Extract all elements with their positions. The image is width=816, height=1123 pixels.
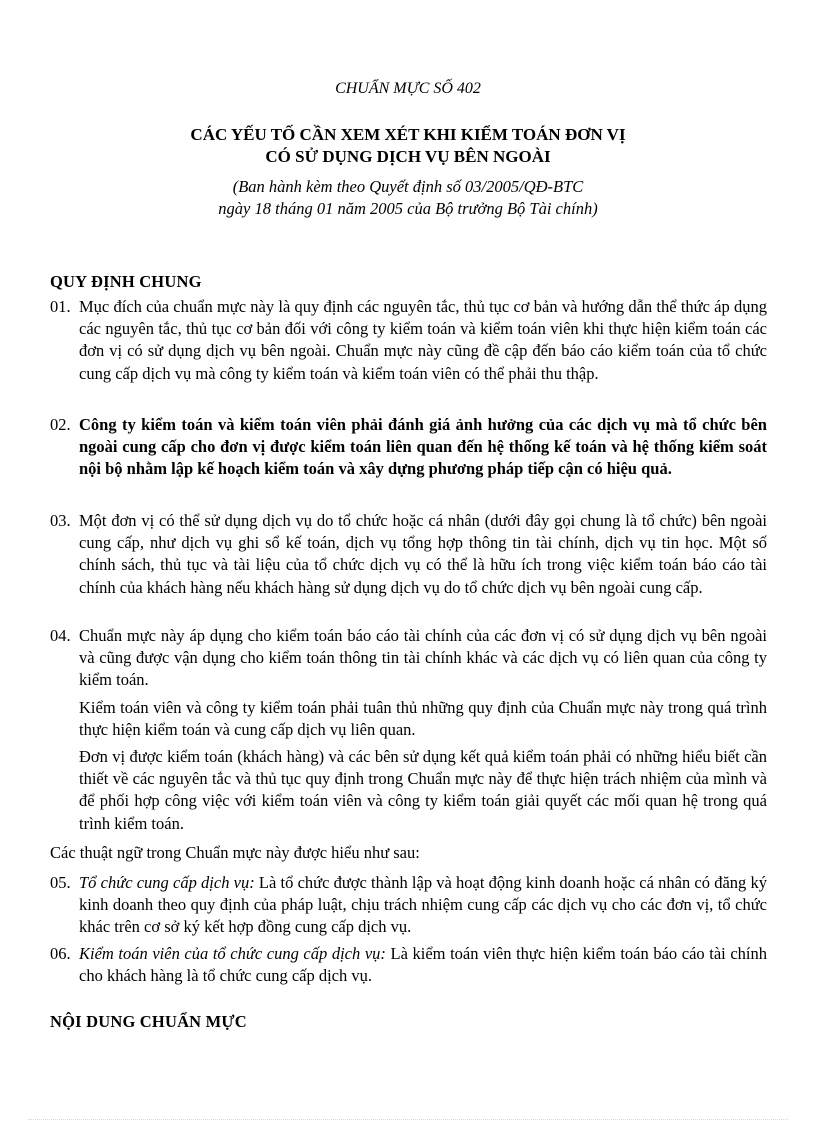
paragraph-text: [50, 943, 767, 987]
standard-number: CHUẨN MỰC SỐ 402: [335, 80, 481, 97]
document-subtitle: [0, 176, 816, 220]
paragraph-03: [50, 510, 767, 599]
paragraph-text: Đơn vị được kiểm toán (khách hàng) và các bên sử dụng kết quả kiểm toán phải có những hiểu biết cần thiết về các nguyên tắc và thủ tục quy định trong Chuẩn mực này để thực hiện trách nhiệm của mình và để phối hợp công việc với kiểm toán viên và công ty kiểm toán giải quyết các mối quan hệ trong quá trình kiểm toán.: [79, 747, 767, 833]
paragraph-06: [50, 943, 767, 987]
paragraph-text: Một đơn vị có thể sử dụng dịch vụ do tổ chức hoặc cá nhân (dưới đây gọi chung là tổ chức) bên ngoài cung cấp, như dịch vụ ghi sổ kế toán, dịch vụ tổng hợp thông tin tài chính, dịch vụ tin học. Một số chính sách, thủ tục và tài liệu của tổ chức dịch vụ có thể là hữu ích trong việc kiểm toán báo cáo tài chính của khách hàng nếu khách hàng sử dụng dịch vụ do tổ chức dịch vụ bên ngoài cung cấp.: [79, 511, 767, 597]
section-heading-general: QUY ĐỊNH CHUNG: [50, 272, 202, 291]
paragraph-02: [50, 414, 767, 481]
subtitle-line-2: ngày 18 tháng 01 năm 2005 của Bộ trưởng Bộ Tài chính): [218, 199, 598, 218]
paragraph-number: 01.: [50, 297, 71, 316]
paragraph-text: [50, 872, 767, 939]
term-label: Tổ chức cung cấp dịch vụ:: [79, 873, 255, 892]
paragraph-number: 06.: [50, 944, 71, 963]
paragraph-04-continued: [50, 697, 767, 741]
paragraph-number: 05.: [50, 873, 71, 892]
paragraph-04-final: [50, 746, 767, 835]
term-definition: Là kiểm toán viên thực hiện kiểm toán báo cáo tài chính cho khách hàng là tổ chức cung cấp dịch vụ.: [79, 944, 767, 986]
paragraph-number: 03.: [50, 511, 71, 530]
paragraph-text: Mục đích của chuẩn mực này là quy định các nguyên tắc, thủ tục cơ bản và hướng dẫn thể thức áp dụng các nguyên tắc, thủ tục cơ bản đối với công ty kiểm toán và kiểm toán viên khi thực hiện kiểm toán các đơn vị có sử dụng dịch vụ bên ngoài. Chuẩn mực này cũng đề cập đến báo cáo kiểm toán của tổ chức cung cấp dịch vụ mà công ty kiểm toán và kiểm toán viên có thể phải thu thập.: [79, 297, 767, 383]
subtitle-line-1: (Ban hành kèm theo Quyết định số 03/2005/QĐ-BTC: [232, 177, 584, 196]
paragraph-text: Kiểm toán viên và công ty kiểm toán phải tuân thủ những quy định của Chuẩn mực này trong quá trình thực hiện kiểm toán và cung cấp dịch vụ liên quan.: [79, 698, 767, 740]
paragraph-number: 02.: [50, 415, 71, 434]
section-heading-content: NỘI DUNG CHUẨN MỰC: [50, 1012, 247, 1031]
title-line-2: CÓ SỬ DỤNG DỊCH VỤ BÊN NGOÀI: [265, 147, 551, 166]
paragraph-text: Chuẩn mực này áp dụng cho kiểm toán báo cáo tài chính của các đơn vị có sử dụng dịch vụ bên ngoài và cũng được vận dụng cho kiểm toán thông tin tài chính khác và các dịch vụ có liên quan của công ty kiểm toán.: [79, 626, 767, 690]
paragraph-04: [50, 625, 767, 692]
paragraph-05: [50, 872, 767, 939]
terms-intro: Các thuật ngữ trong Chuẩn mực này được hiểu như sau:: [50, 843, 420, 862]
term-label: Kiểm toán viên của tổ chức cung cấp dịch vụ:: [79, 944, 386, 963]
paragraph-number: 04.: [50, 626, 71, 645]
term-definition: Là tổ chức được thành lập và hoạt động kinh doanh hoặc cá nhân có đăng ký kinh doanh theo quy định của pháp luật, chịu trách nhiệm cung cấp các dịch vụ cho các đơn vị, tổ chức khác trên cơ sở ký kết hợp đồng cung cấp dịch vụ.: [79, 873, 767, 937]
title-line-1: CÁC YẾU TỐ CẦN XEM XÉT KHI KIỂM TOÁN ĐƠN VỊ: [190, 125, 626, 144]
page-bottom-divider: [28, 1119, 788, 1121]
paragraph-text: Công ty kiểm toán và kiểm toán viên phải đánh giá ảnh hưởng của các dịch vụ mà tổ chức bên ngoài cung cấp cho đơn vị được kiểm toán liên quan đến hệ thống kế toán và hệ thống kiểm soát nội bộ nhằm lập kế hoạch kiểm toán và xây dựng phương pháp tiếp cận có hiệu quả.: [79, 415, 767, 479]
document-title: [0, 124, 816, 168]
paragraph-01: [50, 296, 767, 385]
